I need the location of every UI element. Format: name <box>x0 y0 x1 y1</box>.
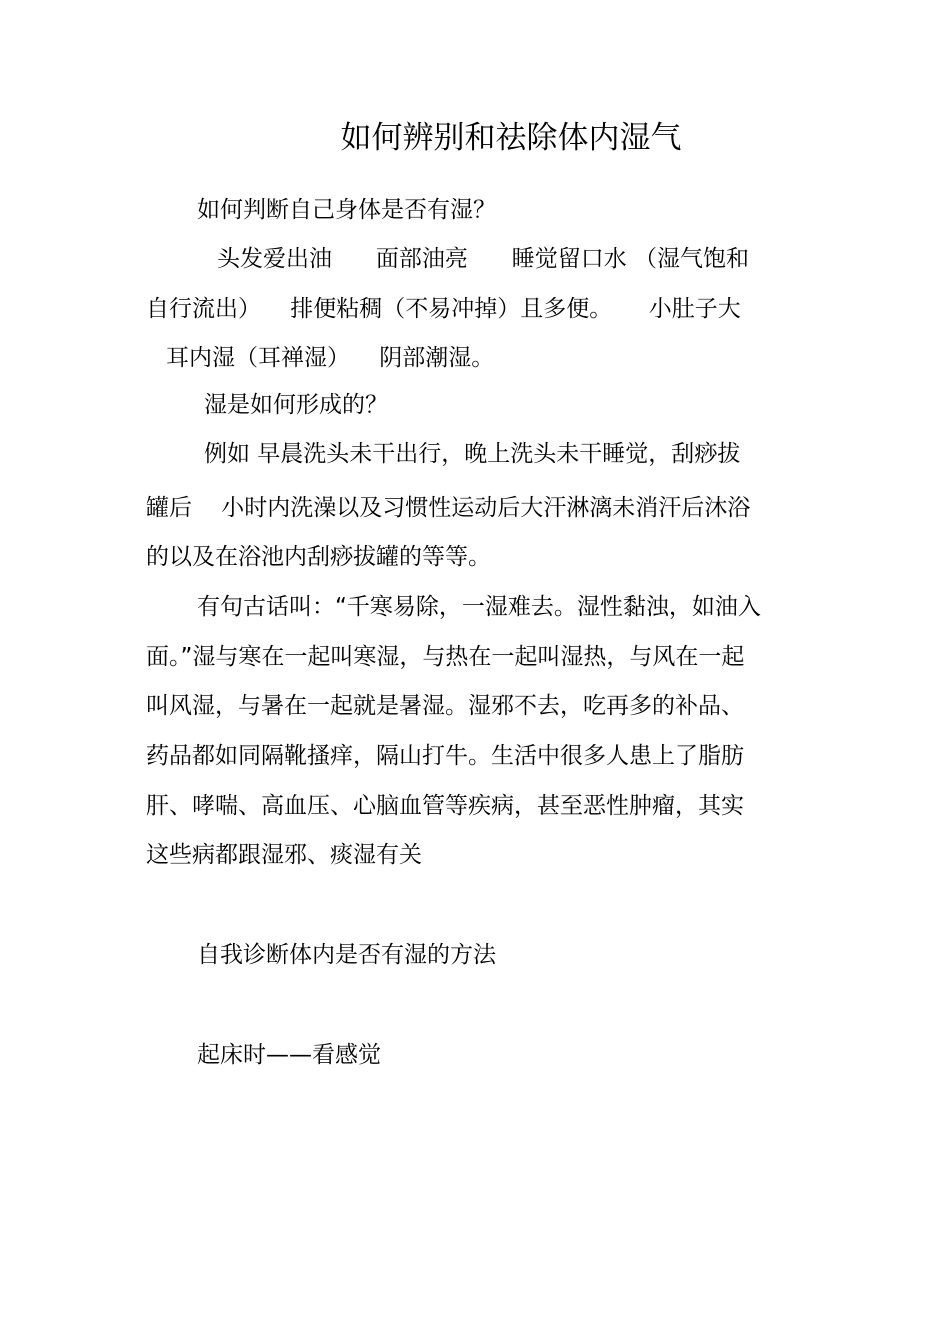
saying-line-3: 叫风湿，与暑在一起就是暑湿。湿邪不去，吃再多的补品、 <box>146 693 744 719</box>
symptom-line-2: 自行流出） 排便粘稠（不易冲掉）且多便。 小肚子大 <box>146 296 741 322</box>
saying-line-5: 肝、哮喘、高血压、心脑血管等疾病，甚至恶性肿瘤，其实 <box>146 793 744 819</box>
cause-line-2: 罐后 小时内洗澡以及习惯性运动后大汗淋漓未消汗后沐浴 <box>146 495 751 521</box>
cause-line-1: 例如 早晨洗头未干出行，晚上洗头未干睡觉，刮痧拔 <box>204 441 741 467</box>
saying-line-1: 有句古话叫：“千寒易除，一湿难去。湿性黏浊，如油入 <box>197 594 761 620</box>
saying-line-6: 这些病都跟湿邪、痰湿有关 <box>146 842 422 868</box>
saying-line-2: 面。”湿与寒在一起叫寒湿，与热在一起叫湿热，与风在一起 <box>146 644 745 670</box>
cause-line-3: 的以及在浴池内刮痧拔罐的等等。 <box>146 544 491 570</box>
question-line-2: 湿是如何形成的？ <box>204 392 388 418</box>
section-heading-diagnosis: 自我诊断体内是否有湿的方法 <box>197 942 496 968</box>
section-heading-morning: 起床时——看感觉 <box>197 1042 381 1068</box>
document-title: 如何辨别和祛除体内湿气 <box>340 120 682 156</box>
symptom-line-1: 头发爱出油 面部油亮 睡觉留口水 （湿气饱和 <box>217 246 750 272</box>
saying-line-4: 药品都如同隔靴搔痒，隔山打牛。生活中很多人患上了脂肪 <box>146 743 744 769</box>
question-line-1: 如何判断自己身体是否有湿？ <box>197 197 496 223</box>
symptom-line-3: 耳内湿（耳禅湿） 阴部潮湿。 <box>166 345 495 371</box>
